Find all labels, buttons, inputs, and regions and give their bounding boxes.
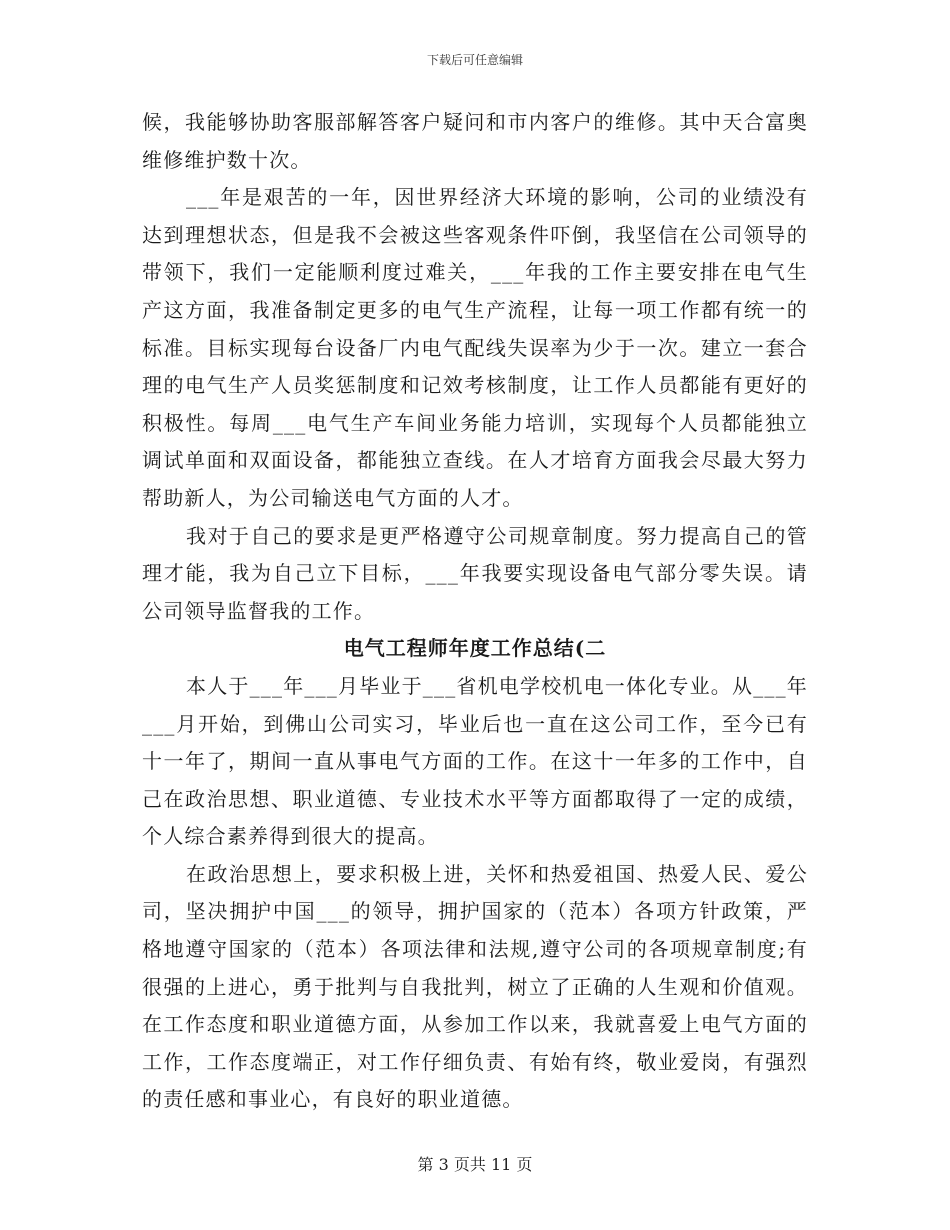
paragraph-continued: 候，我能够协助客服部解答客户疑问和市内客户的维修。其中天合富奥维修维护数十次。 xyxy=(142,110,808,172)
paragraph: 我对于自己的要求是更严格遵守公司规章制度。努力提高自己的管理才能，我为自己立下目标，___年我要实现设备电气部分零失误。请公司领导监督我的工作。 xyxy=(142,523,808,623)
paragraph: ___年是艰苦的一年，因世界经济大环境的影响，公司的业绩没有达到理想状态，但是我不会被这些客观条件吓倒，我坚信在公司领导的带领下，我们一定能顺利度过难关，___年我的工作主要安排在电气生产这方面，我准备制定更多的电气生产流程，让每一项工作都有统一的标准。目标实现每台设备厂内电气配线失误率为少于一次。建立一套合理的电气生产人员奖惩制度和记效考核制度，让工作人员都能有更好的积极性。每周___电气生产车间业务能力培训，实现每个人员都能独立调试单面和双面设备，都能独立查线。在人才培育方面我会尽最大努力帮助新人，为公司输送电气方面的人才。 xyxy=(142,185,808,510)
section-title: 电气工程师年度工作总结(二 xyxy=(343,636,607,661)
page-header-note: 下载后可任意编辑 xyxy=(426,53,523,67)
paragraph: 在政治思想上，要求积极上进，关怀和热爱祖国、热爱人民、爱公司，坚决拥护中国___的领导，拥护国家的（范本）各项方针政策，严格地遵守国家的（范本）各项法律和法规,遵守公司的各项规章制度;有很强的上进心，勇于批判与自我批判，树立了正确的人生观和价值观。在工作态度和职业道德方面，从参加工作以来，我就喜爱上电气方面的工作，工作态度端正，对工作仔细负责、有始有终，敬业爱岗，有强烈的责任感和事业心，有良好的职业道德。 xyxy=(142,861,808,1112)
page-number: 第 3 页共 11 页 xyxy=(417,1155,533,1174)
document-body xyxy=(142,104,808,1119)
paragraph: 本人于___年___月毕业于___省机电学校机电一体化专业。从___年___月开始，到佛山公司实习，毕业后也一直在这公司工作，至今已有十一年了，期间一直从事电气方面的工作。在这十一年多的工作中，自己在政治思想、职业道德、专业技术水平等方面都取得了一定的成绩，个人综合素养得到很大的提高。 xyxy=(142,673,808,849)
